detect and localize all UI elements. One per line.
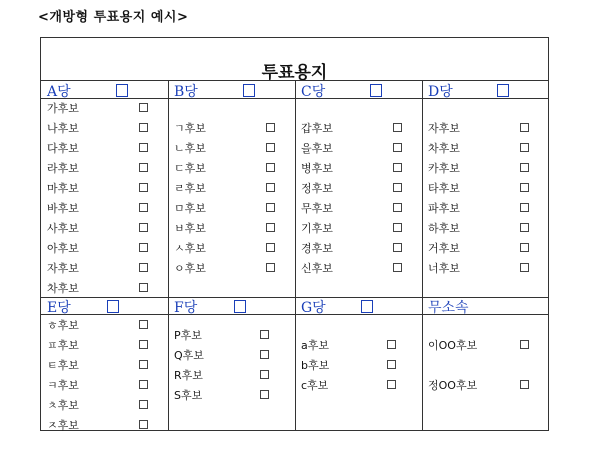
candidate-name: c후보 — [301, 379, 329, 392]
column-divider-2 — [295, 80, 296, 430]
candidate-checkbox[interactable] — [266, 143, 275, 152]
candidate-checkbox[interactable] — [520, 203, 529, 212]
candidate-name: ㄱ후보 — [174, 122, 206, 135]
candidate-name: 경후보 — [301, 242, 333, 255]
candidate-checkbox[interactable] — [387, 340, 396, 349]
candidate-checkbox[interactable] — [387, 360, 396, 369]
candidate-checkbox[interactable] — [266, 263, 275, 272]
candidate-checkbox[interactable] — [266, 203, 275, 212]
candidate-checkbox[interactable] — [260, 370, 269, 379]
candidate-name: ㅁ후보 — [174, 202, 206, 215]
candidate-checkbox[interactable] — [520, 123, 529, 132]
candidate-name: 자후보 — [47, 262, 79, 275]
ballot-title: 투표용지 — [261, 63, 328, 83]
column-divider-3 — [422, 80, 423, 430]
candidate-name: P후보 — [174, 329, 202, 342]
candidate-name: 정후보 — [301, 182, 333, 195]
candidate-name: ㅍ후보 — [47, 339, 79, 352]
candidate-checkbox[interactable] — [520, 183, 529, 192]
candidate-name: ㄹ후보 — [174, 182, 206, 195]
candidate-name: 갑후보 — [301, 122, 333, 135]
candidate-name: 병후보 — [301, 162, 333, 175]
candidate-name: 정OO후보 — [428, 379, 478, 392]
candidate-name: ㅂ후보 — [174, 222, 206, 235]
candidate-checkbox[interactable] — [139, 380, 148, 389]
candidate-checkbox[interactable] — [139, 340, 148, 349]
candidate-checkbox[interactable] — [139, 360, 148, 369]
candidate-checkbox[interactable] — [266, 123, 275, 132]
candidate-checkbox[interactable] — [393, 263, 402, 272]
party-checkbox[interactable] — [370, 84, 382, 97]
candidate-checkbox[interactable] — [520, 223, 529, 232]
candidate-name: ㅋ후보 — [47, 379, 79, 392]
candidate-checkbox[interactable] — [139, 243, 148, 252]
candidate-checkbox[interactable] — [139, 183, 148, 192]
candidate-checkbox[interactable] — [520, 163, 529, 172]
candidate-name: a후보 — [301, 339, 329, 352]
candidate-checkbox[interactable] — [266, 183, 275, 192]
candidate-checkbox[interactable] — [139, 123, 148, 132]
candidate-name: 가후보 — [47, 102, 79, 115]
party-name: E당 — [47, 300, 71, 316]
candidate-name: 차후보 — [428, 142, 460, 155]
candidate-name: 나후보 — [47, 122, 79, 135]
column-divider-1 — [168, 80, 169, 430]
candidate-name: 바후보 — [47, 202, 79, 215]
candidate-name: 타후보 — [428, 182, 460, 195]
candidate-name: ㅈ후보 — [47, 419, 79, 432]
candidate-name: 마후보 — [47, 182, 79, 195]
candidate-checkbox[interactable] — [520, 243, 529, 252]
candidate-checkbox[interactable] — [139, 103, 148, 112]
candidate-name: 자후보 — [428, 122, 460, 135]
candidate-checkbox[interactable] — [139, 320, 148, 329]
ballot-paper — [40, 37, 549, 431]
candidate-name: 카후보 — [428, 162, 460, 175]
candidate-checkbox[interactable] — [520, 380, 529, 389]
candidate-name: ㅌ후보 — [47, 359, 79, 372]
candidate-checkbox[interactable] — [260, 390, 269, 399]
party-checkbox[interactable] — [497, 84, 509, 97]
candidate-checkbox[interactable] — [139, 143, 148, 152]
candidate-name: R후보 — [174, 369, 203, 382]
candidate-checkbox[interactable] — [139, 283, 148, 292]
candidate-name: 차후보 — [47, 282, 79, 295]
candidate-checkbox[interactable] — [393, 143, 402, 152]
candidate-name: 너후보 — [428, 262, 460, 275]
candidate-name: 무후보 — [301, 202, 333, 215]
party-name: G당 — [301, 300, 326, 316]
candidate-name: ㄴ후보 — [174, 142, 206, 155]
candidate-checkbox[interactable] — [139, 263, 148, 272]
candidate-checkbox[interactable] — [393, 123, 402, 132]
candidate-name: ㄷ후보 — [174, 162, 206, 175]
candidate-checkbox[interactable] — [520, 340, 529, 349]
candidate-name: 신후보 — [301, 262, 333, 275]
party-name: A당 — [47, 84, 71, 100]
candidate-checkbox[interactable] — [266, 163, 275, 172]
candidate-name: ㅊ후보 — [47, 399, 79, 412]
candidate-checkbox[interactable] — [520, 143, 529, 152]
party-name: C당 — [301, 84, 326, 100]
candidate-name: 하후보 — [428, 222, 460, 235]
party-checkbox[interactable] — [116, 84, 128, 97]
candidate-checkbox[interactable] — [393, 223, 402, 232]
party-name: F당 — [174, 300, 198, 316]
candidate-name: 사후보 — [47, 222, 79, 235]
candidate-name: 거후보 — [428, 242, 460, 255]
candidate-name: S후보 — [174, 389, 203, 402]
candidate-checkbox[interactable] — [393, 163, 402, 172]
candidate-name: 파후보 — [428, 202, 460, 215]
candidate-checkbox[interactable] — [393, 203, 402, 212]
candidate-name: 아후보 — [47, 242, 79, 255]
candidate-checkbox[interactable] — [393, 183, 402, 192]
candidate-checkbox[interactable] — [139, 420, 148, 429]
candidate-checkbox[interactable] — [260, 330, 269, 339]
candidate-checkbox[interactable] — [139, 223, 148, 232]
party-checkbox[interactable] — [243, 84, 255, 97]
candidate-checkbox[interactable] — [139, 203, 148, 212]
candidate-checkbox[interactable] — [260, 350, 269, 359]
party-name: D당 — [428, 84, 453, 100]
candidate-name: 이OO후보 — [428, 339, 478, 352]
candidate-checkbox[interactable] — [266, 223, 275, 232]
ballot-caption: <개방형 투표용지 예시> — [38, 10, 189, 25]
candidate-checkbox[interactable] — [139, 400, 148, 409]
candidate-name: ㅅ후보 — [174, 242, 206, 255]
candidate-checkbox[interactable] — [266, 243, 275, 252]
party-checkbox[interactable] — [361, 300, 373, 313]
party-checkbox[interactable] — [107, 300, 119, 313]
candidate-name: ㅇ후보 — [174, 262, 206, 275]
party-checkbox[interactable] — [234, 300, 246, 313]
party-name: 무소속 — [428, 300, 469, 316]
candidate-name: 기후보 — [301, 222, 333, 235]
candidate-name: 을후보 — [301, 142, 333, 155]
candidate-name: 다후보 — [47, 142, 79, 155]
candidate-checkbox[interactable] — [387, 380, 396, 389]
party-name: B당 — [174, 84, 198, 100]
candidate-name: b후보 — [301, 359, 330, 372]
candidate-name: 라후보 — [47, 162, 79, 175]
candidate-name: Q후보 — [174, 349, 204, 362]
candidate-checkbox[interactable] — [520, 263, 529, 272]
candidate-name: ㅎ후보 — [47, 319, 79, 332]
candidate-checkbox[interactable] — [139, 163, 148, 172]
candidate-checkbox[interactable] — [393, 243, 402, 252]
